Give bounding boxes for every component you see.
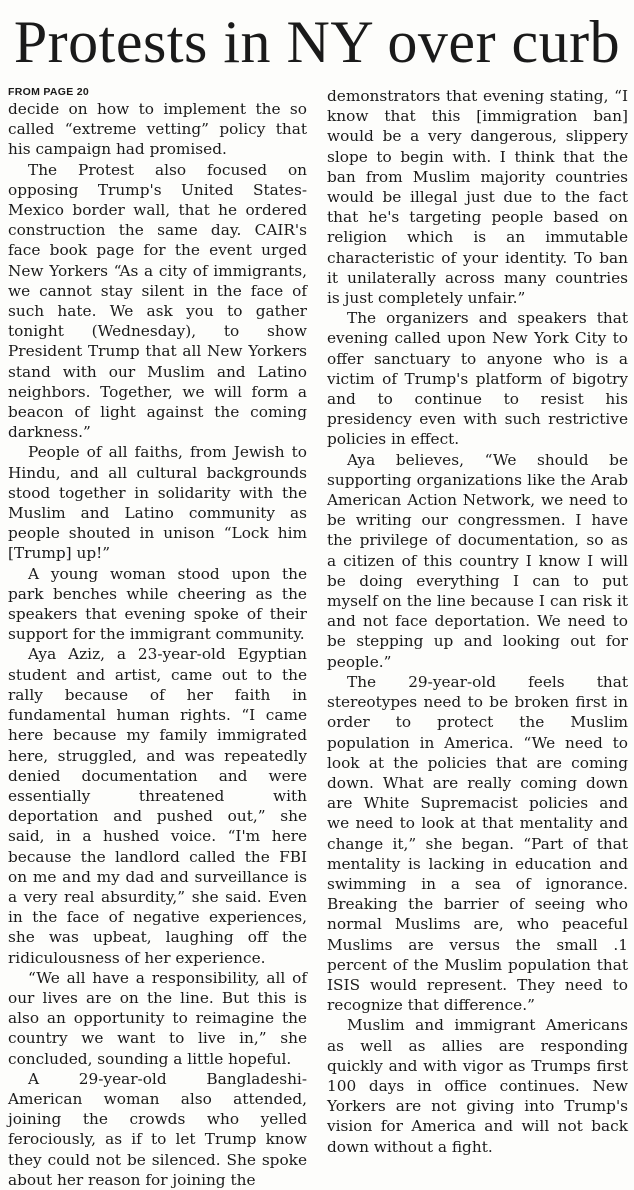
article-paragraph: People of all faiths, from Jewish to Hindu, and all cultural backgrounds stood together in solidarity with the Muslim and Latino community as people shouted in unison “Lock him [Trump] up!”: [8, 443, 307, 563]
article-paragraph: “We all have a responsibility, all of our lives are on the line. But this is also an opportunity to reimagine the country we want to live in,” she concluded, sounding a little hopeful.: [8, 968, 307, 1068]
article-paragraph: A 29-year-old Bangladeshi-American woman also attended, joining the crowds who yelled ferociously, as if to let Trump know they could not be silenced. She spoke about her reason for joining the: [8, 1069, 307, 1189]
article-paragraph: Aya Aziz, a 23-year-old Egyptian student and artist, came out to the rally because of her faith in fundamental human rights. “I came here because my family immigrated here, struggled, and was repeatedly denied documentation and were essentially threatened with deportation and pushed out,” she said, in a hushed voice. “I'm here because the landlord called the FBI on me and my dad and surveillance is a very real absurdity,” she said. Even in the face of negative experiences, she was upbeat, laughing off the ridiculousness of her experience.: [8, 645, 307, 967]
article-column-left: [8, 86, 307, 1190]
article-paragraph: decide on how to implement the so called “extreme vetting” policy that his campaign had promised.: [8, 100, 307, 159]
article-paragraph: The 29-year-old feels that stereotypes need to be broken first in order to protect the Muslim population in America. “We need to look at the policies that are coming down. What are really coming down are White Supremacist policies and we need to look at that mentality and change it,” she began. “Part of that mentality is lacking in education and swimming in a sea of ignorance. Breaking the barrier of seeing who normal Muslims are, who peaceful Muslims are versus the small .1 percent of the Muslim population that ISIS would represent. They need to recognize that difference.”: [327, 672, 628, 1015]
article-paragraph: Muslim and immigrant Americans as well as allies are responding quickly and with vigor as Trumps first 100 days in office continues. New Yorkers are not giving into Trump's vision for America and will not back down without a fight.: [327, 1016, 628, 1156]
article-paragraph: A young woman stood upon the park benches while cheering as the speakers that evening spoke of their support for the immigrant community.: [8, 564, 307, 644]
article-paragraph: demonstrators that evening stating, “I know that this [immigration ban] would be a very dangerous, slippery slope to begin with. I think that the ban from Muslim majority countries would be illegal just due to the fact that he's targeting people based on religion which is an immutable characteristic of your identity. To ban it unilaterally across many countries is just completely unfair.”: [327, 87, 628, 308]
jump-line: FROM PAGE 20: [8, 86, 90, 98]
article-paragraph: The Protest also focused on opposing Trump's United States-Mexico border wall, that he ordered construction the same day. CAIR's face book page for the event urged New Yorkers “As a city of immigrants, we cannot stay silent in the face of such hate. We ask you to gather tonight (Wednesday), to show President Trump that all New Yorkers stand with our Muslim and Latino neighbors. Together, we will form a beacon of light against the coming darkness.”: [8, 160, 307, 442]
article-paragraph: The organizers and speakers that evening called upon New York City to offer sanctuary to anyone who is a victim of Trump's platform of bigotry and to continue to resist his presidency even with such restrictive policies in effect.: [327, 309, 628, 449]
article-paragraph: Aya believes, “We should be supporting organizations like the Arab American Action Network, we need to be writing our congressmen. I have the privilege of documentation, so as a citizen of this country I know I will be doing everything I can to put myself on the line because I can risk it and not face deportation. We need to be stepping up and looking out for people.”: [327, 450, 628, 671]
article-column-right: [327, 86, 628, 1157]
article-headline: Protests in NY over curb: [13, 9, 621, 75]
